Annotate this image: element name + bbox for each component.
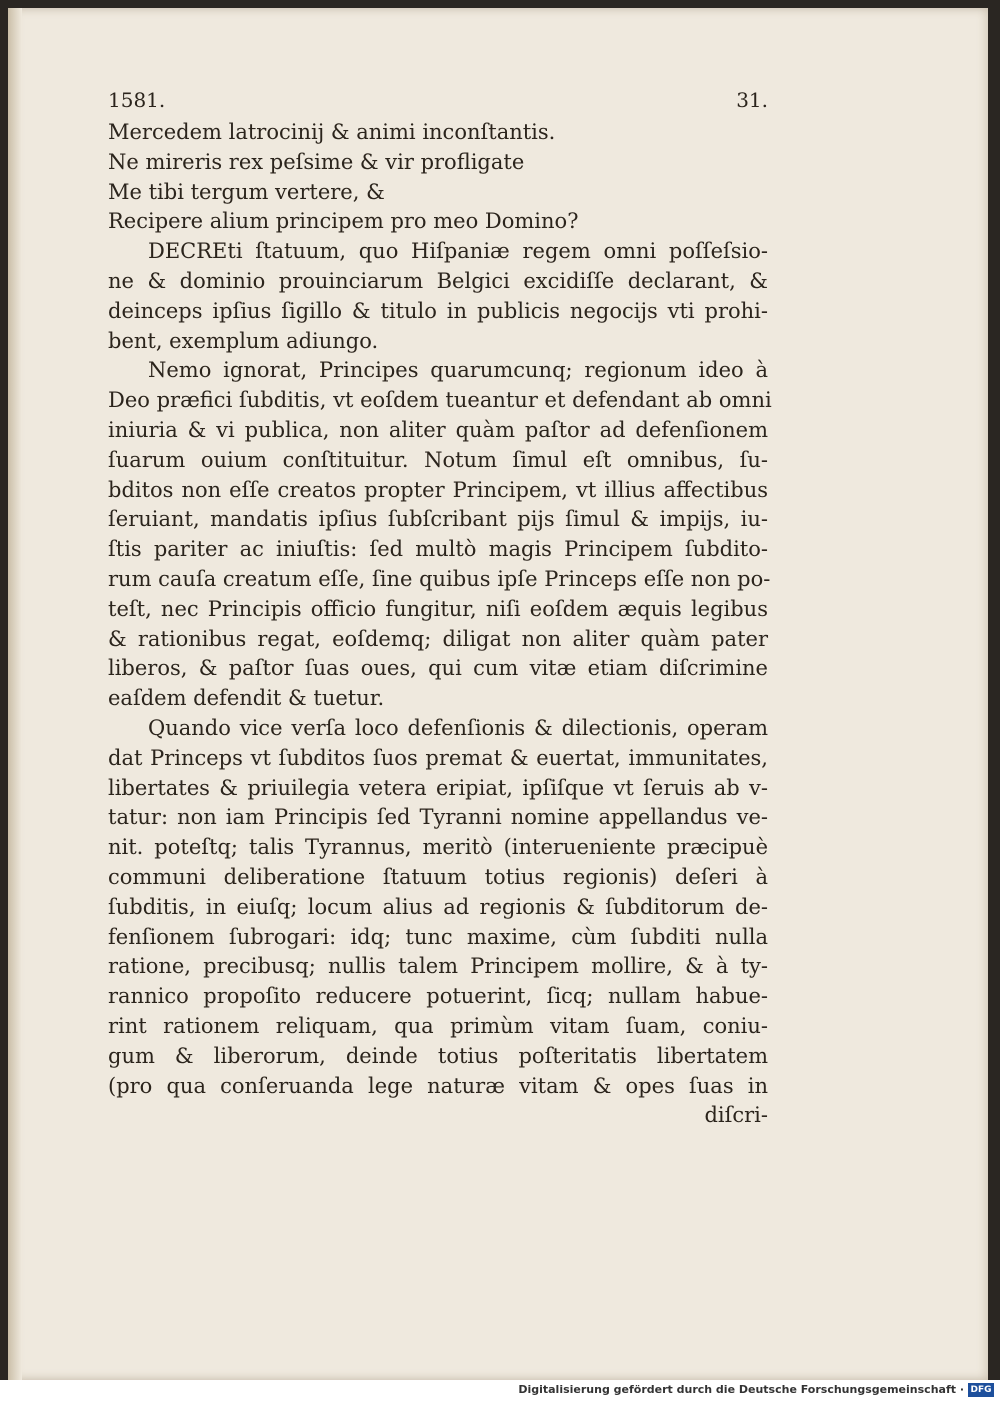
- funding-credit: Digitalisierung gefördert durch die Deutsche Forschungsgemeinschaft ·: [518, 1383, 964, 1396]
- running-head: [108, 88, 768, 118]
- verse-line: Ne mireris rex peſsime & vir profligate: [108, 149, 525, 174]
- text-line: Nemo ignorat, Principes quarumcunq; regionum ideo à: [148, 358, 768, 383]
- verse-line: Mercedem latrocinij & animi inconſtantis.: [108, 120, 556, 144]
- text-line: rannico propoſito reducere potuerint, ſicq; nullam habue-: [108, 984, 768, 1009]
- text-line: ſubditis, in eiuſq; locum alius ad regionis & ſubditorum de-: [108, 894, 768, 919]
- text-line: (pro qua conſeruanda lege naturæ vitam & opes ſuas in: [108, 1073, 768, 1098]
- text-line: bent, exemplum adiungo.: [108, 328, 379, 353]
- body-text: [108, 118, 772, 1131]
- text-line: teſt, nec Principis officio fungitur, niſi eoſdem æquis legibus: [108, 596, 768, 621]
- header-year: 1581.: [108, 88, 166, 112]
- text-line: liberos, & paſtor ſuas oues, qui cum vitæ etiam diſcrimine: [108, 656, 768, 681]
- page-number: 31.: [736, 88, 768, 112]
- text-line: Deo præfici ſubditis, vt eoſdem tueantur et defendant ab omni: [108, 388, 772, 413]
- text-line: fenſionem ſubrogari: idq; tunc maxime, cùm ſubditi nulla: [108, 924, 768, 949]
- verse-line: Recipere alium principem pro meo Domino?: [108, 209, 579, 234]
- text-line: ne & dominio prouinciarum Belgici excidiſſe declarant, &: [108, 268, 768, 293]
- text-line: rint rationem reliquam, qua primùm vitam ſuam, coniu-: [108, 1013, 768, 1038]
- text-line: tatur: non iam Principis ſed Tyranni nomine appellandus ve-: [108, 805, 768, 830]
- text-line: eaſdem defendit & tuetur.: [108, 686, 385, 711]
- text-line: Quando vice verſa loco defenſionis & dilectionis, operam: [148, 715, 768, 740]
- text-line: bditos non eſſe creatos propter Principem, vt illius affectibus: [108, 477, 768, 502]
- text-line: rum cauſa creatum eſſe, ſine quibus ipſe Princeps eſſe non po-: [108, 566, 771, 591]
- text-line: & rationibus regat, eoſdemq; diligat non aliter quàm pater: [108, 626, 768, 651]
- catchword: diſcri-: [704, 1103, 768, 1128]
- text-line: gum & liberorum, deinde totius poſteritatis libertatem: [108, 1043, 768, 1068]
- text-line: DECREti ſtatuum, quo Hiſpaniæ regem omni poſſeſsio-: [148, 239, 768, 264]
- text-line: ſeruiant, mandatis ipſius ſubſcribant pijs ſimul & impijs, iu-: [108, 507, 768, 532]
- text-line: libertates & priuilegia vetera eripiat, ipſiſque vt ſeruis ab v-: [108, 775, 768, 800]
- text-line: ſuarum ouium conſtituitur. Notum ſimul eſt omnibus, ſu-: [108, 447, 768, 472]
- text-line: iniuria & vi publica, non aliter quàm paſtor ad defenſionem: [108, 417, 768, 442]
- text-line: nit. poteſtq; talis Tyrannus, meritò (interueniente præcipuè: [108, 835, 768, 860]
- text-line: deinceps ipſius ſigillo & titulo in publicis negocijs vti prohi-: [108, 298, 768, 323]
- dfg-logo: DFG: [968, 1383, 994, 1397]
- page-gutter-shadow: [8, 8, 22, 1380]
- text-line: ſtis pariter ac iniuſtis: ſed multò magis Principem ſubdito-: [108, 537, 768, 562]
- text-line: communi deliberatione ſtatuum totius regionis) deſeri à: [108, 864, 768, 889]
- text-line: ratione, precibusq; nullis talem Principem mollire, & à ty-: [108, 954, 768, 979]
- text-line: dat Princeps vt ſubditos ſuos premat & euertat, immunitates,: [108, 745, 768, 770]
- digitization-footer: [0, 1380, 1000, 1401]
- verse-line: Me tibi tergum vertere, &: [108, 179, 385, 204]
